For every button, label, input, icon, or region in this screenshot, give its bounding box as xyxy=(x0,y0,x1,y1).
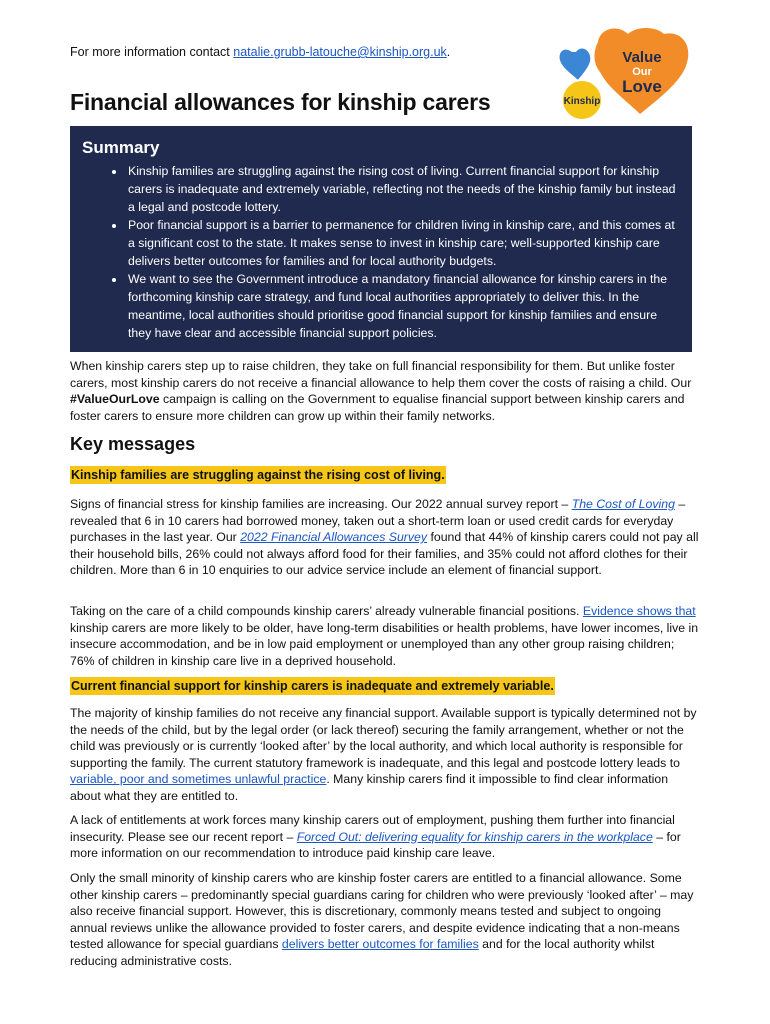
contact-prefix: For more information contact xyxy=(70,45,234,59)
link-better-outcomes[interactable]: delivers better outcomes for families xyxy=(281,937,479,952)
kinship-badge-label: Kinship xyxy=(563,96,601,107)
blue-heart-icon xyxy=(560,49,591,80)
summary-bullet: • Kinship families are struggling against the rising cost of living. Current financial support for kinship carers is inadequate and extremely variable, reflecting not the needs of the kinship family but instead a legal and postcode lottery. xyxy=(126,162,680,216)
summary-bullet: • Poor financial support is a barrier to permanence for children living in kinship care, and this comes at a significant cost to the state. It makes sense to invest in kinship care; well-supported kinship care delivers better outcomes for families and for local authority budgets. xyxy=(126,216,680,270)
contact-line xyxy=(70,45,450,59)
value-our-love-logo xyxy=(556,22,696,122)
link-variable-practice[interactable]: variable, poor and sometimes unlawful practice xyxy=(70,772,327,787)
logo-word-our: Our xyxy=(632,66,652,78)
key-messages-heading: Key messages xyxy=(70,434,196,454)
link-financial-allowances-survey[interactable]: 2022 Financial Allowances Survey xyxy=(240,530,428,545)
text: found that 44% of kinship carers could not pay all their household bills, 26% could not always afford food for their families, and 35% could not afford clothes for their children. More than 6 in 10 enquiries to our advice service include an element of financial support. xyxy=(70,530,699,578)
link-forced-out-report[interactable]: Forced Out: delivering equality for kinship carers in the workplace xyxy=(296,829,653,844)
logo-word-love: Love xyxy=(622,77,662,96)
contact-suffix: . xyxy=(446,45,451,59)
text: A lack of entitlements at work forces many kinship carers out of employment, pushing them further into financial insecurity. Please see our recent report – xyxy=(70,813,675,844)
text: Taking on the care of a child compounds kinship carers’ already vulnerable financial positions. xyxy=(70,604,583,618)
paragraph-financial-stress xyxy=(70,496,700,579)
summary-bullet: • We want to see the Government introduce a mandatory financial allowance for kinship carers in the forthcoming kinship care strategy, and fund local authorities appropriately to deliver this. In the meantime, local authorities should prioritise good financial support for kinship families and ensure they have clear and accessible financial support policies. xyxy=(126,270,680,342)
summary-heading: Summary xyxy=(82,138,160,157)
link-evidence-shows-that[interactable]: Evidence shows that xyxy=(582,604,696,618)
text: . Many kinship carers find it impossible to find clear information about what they are entitled to. xyxy=(70,772,669,803)
intro-text-cont: campaign is calling on the Government to equalise financial support between kinship carers and foster carers to ensure more children can grow up within their family networks. xyxy=(70,392,685,423)
intro-text: When kinship carers step up to raise children, they take on full financial responsibility for them. But unlike foster carers, most kinship carers do not receive a financial allowance to help them cover the costs of raising a child. Our xyxy=(70,359,692,390)
text: and for the local authority whilst reducing administrative costs. xyxy=(70,937,655,968)
highlight-inadequate-support: Current financial support for kinship carers is inadequate and extremely variable. xyxy=(71,679,554,693)
summary-box xyxy=(70,126,692,352)
logo-word-value: Value xyxy=(622,49,662,66)
text: kinship carers are more likely to be older, have long-term disabilities or health problems, have lower incomes, live in insecure accommodation, and be in low paid employment or unemployed than any other group raising children; 76% of children in kinship care live in a deprived household. xyxy=(70,620,699,668)
page-title: Financial allowances for kinship carers xyxy=(70,89,491,115)
campaign-hashtag: #ValueOurLove xyxy=(70,392,160,407)
link-cost-of-loving[interactable]: The Cost of Loving xyxy=(571,497,675,511)
paragraph-foster-carers xyxy=(70,870,700,970)
highlight-cost-of-living: Kinship families are struggling against the rising cost of living. xyxy=(71,468,445,482)
paragraph-majority-no-support xyxy=(70,705,700,805)
paragraph-employment xyxy=(70,812,700,862)
summary-list xyxy=(82,162,680,342)
paragraph-vulnerable-positions xyxy=(70,603,700,669)
text: The majority of kinship families do not receive any financial support. Available support is typically determined not by the needs of the child, but by the legal order (or lack thereof) securing the family arrangement, whether or not the child was previously or is currently ‘looked after’ by the local authority, and which local authority is responsible for supporting the family. The current statutory framework is inadequate, and this legal and postcode lottery leads to xyxy=(70,706,697,770)
text: – for more information on our recommendation to introduce paid kinship care leave. xyxy=(70,829,681,861)
text: – revealed that 6 in 10 carers had borrowed money, taken out a short-term loan or used credit cards for everyday purchases in the last year. Our xyxy=(70,497,686,545)
intro-paragraph xyxy=(70,358,700,424)
contact-email-link[interactable]: natalie.grubb-latouche@kinship.org.uk xyxy=(233,45,447,59)
text: Only the small minority of kinship carers who are kinship foster carers are entitled to a financial allowance. Some other kinship carers – predominantly special guardians caring for children who were previously ‘looked after’ – may also receive financial support. However, this is discretionary, commonly means tested and subject to ongoing annual reviews unlike the allowance provided to foster carers, and despite evidence indicating that a non-means tested allowance for special guardians xyxy=(70,871,694,952)
text: Signs of financial stress for kinship families are increasing. Our 2022 annual survey report – xyxy=(70,497,572,511)
